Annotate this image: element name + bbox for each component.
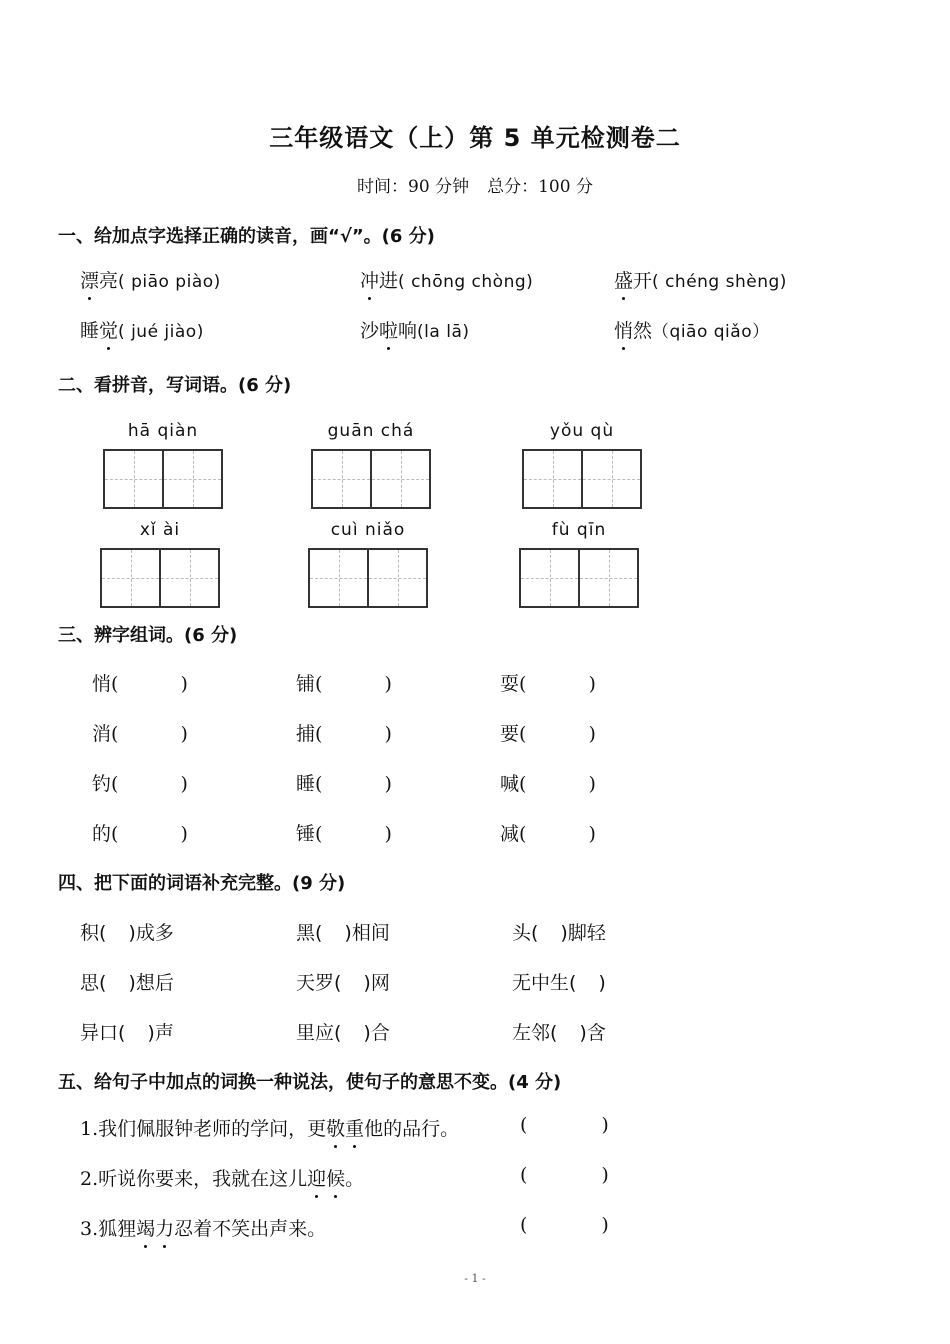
s1-item-4: 睡觉( jué jiào) (80, 316, 204, 343)
s3-item: 喊( ) (500, 773, 596, 795)
s3-item: 铺( ) (296, 673, 392, 695)
exam-time: 时间：90 分钟 (357, 177, 470, 197)
pinyin-label: xǐ ài (139, 520, 181, 540)
pinyin-label: fù qīn (551, 520, 607, 540)
sentence-1: 1.我们佩服钟老师的学问，更敬重他的品行。 (80, 1114, 459, 1141)
s3-item: 钓( ) (92, 773, 188, 795)
pinyin-box-5 (308, 520, 428, 608)
s3-item: 要( ) (500, 723, 596, 745)
pinyin-box-2 (311, 421, 431, 509)
s3-item: 悄( ) (92, 673, 188, 695)
pinyin-box-6 (519, 520, 639, 608)
s1-item-2: 冲进( chōng chòng) (360, 266, 533, 293)
section-1-heading: 一、给加点字选择正确的读音，画“√”。(6 分) (58, 226, 435, 247)
s3-item: 睡( ) (296, 773, 392, 795)
writing-grid[interactable] (103, 449, 223, 509)
pinyin-label: hā qiàn (127, 421, 199, 441)
exam-meta (0, 172, 950, 197)
idiom-item: 左邻( )含 (512, 1022, 606, 1044)
s3-item: 锤( ) (296, 823, 392, 845)
pinyin-box-4 (100, 520, 220, 608)
sentence-3: 3.狐狸竭力忍着不笑出声来。 (80, 1214, 326, 1241)
s1-item-1: 漂亮( piāo piào) (80, 266, 221, 293)
writing-grid[interactable] (522, 449, 642, 509)
idiom-item: 无中生( ) (512, 972, 606, 994)
s3-item: 减( ) (500, 823, 596, 845)
page-number: - 1 - (464, 1272, 486, 1285)
pinyin-label: cuì niǎo (330, 520, 406, 540)
idiom-item: 思( )想后 (80, 972, 174, 994)
idiom-item: 黑( )相间 (296, 922, 390, 944)
pinyin-label: yǒu qù (549, 421, 615, 441)
sentence-2: 2.听说你要来，我就在这儿迎候。 (80, 1164, 364, 1191)
section-5-heading: 五、给句子中加点的词换一种说法，使句子的意思不变。(4 分) (58, 1072, 562, 1093)
sentence-2-answer: ( ) (520, 1164, 609, 1186)
sentence-3-answer: ( ) (520, 1214, 609, 1236)
writing-grid[interactable] (519, 548, 639, 608)
section-3-heading: 三、辨字组词。(6 分) (58, 625, 238, 646)
writing-grid[interactable] (100, 548, 220, 608)
s3-item: 的( ) (92, 823, 188, 845)
section-4-heading: 四、把下面的词语补充完整。(9 分) (58, 873, 346, 894)
pinyin-label: guān chá (327, 421, 415, 441)
writing-grid[interactable] (308, 548, 428, 608)
sentence-1-answer: ( ) (520, 1114, 609, 1136)
s1-item-3: 盛开( chéng shèng) (614, 266, 787, 293)
page-title: 三年级语文（上）第 5 单元检测卷二 (269, 124, 681, 152)
s3-item: 消( ) (92, 723, 188, 745)
idiom-item: 天罗( )网 (296, 972, 390, 994)
s3-item: 耍( ) (500, 673, 596, 695)
s1-item-6: 悄然（qiāo qiǎo） (614, 316, 770, 343)
s3-item: 捕( ) (296, 723, 392, 745)
pinyin-box-1 (103, 421, 223, 509)
idiom-item: 异口( )声 (80, 1022, 174, 1044)
writing-grid[interactable] (311, 449, 431, 509)
idiom-item: 里应( )合 (296, 1022, 390, 1044)
idiom-item: 积( )成多 (80, 922, 174, 944)
s1-item-5: 沙啦响(la lā) (360, 316, 470, 343)
section-2-heading: 二、看拼音，写词语。(6 分) (58, 375, 292, 396)
exam-total-score: 总分：100 分 (487, 177, 593, 197)
idiom-item: 头( )脚轻 (512, 922, 606, 944)
pinyin-box-3 (522, 421, 642, 509)
